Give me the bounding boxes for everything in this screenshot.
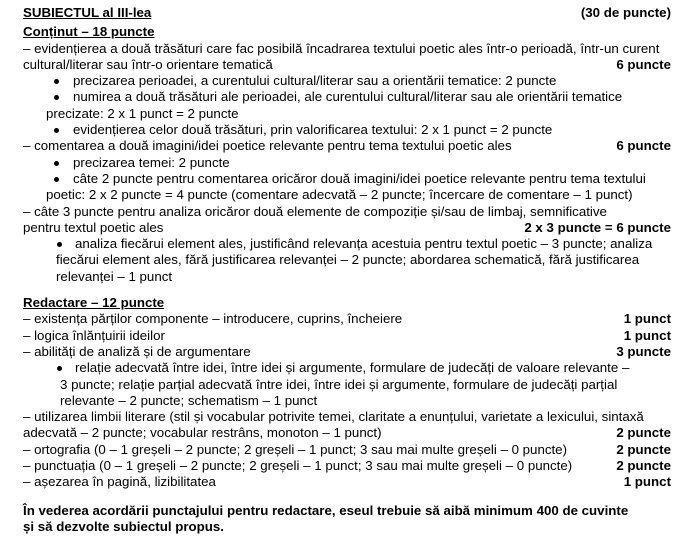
criterion-points: 2 x 3 puncte = 6 puncte	[524, 219, 671, 235]
criterion-text: pentru textul poetic ales	[23, 219, 164, 235]
redactare-section-title: Redactare – 12 puncte	[23, 295, 165, 311]
criterion-text: – evidențierea a două trăsături care fac posibilă încadrarea textului poetic ales într-o perioadă, într-un curent	[23, 40, 660, 56]
criterion-points: 2 puncte	[616, 458, 671, 474]
content-criterion-2	[23, 138, 671, 203]
content-criterion-1	[23, 41, 671, 139]
redactare-criterion: – așezarea în pagină, lizibilitatea 1 punct	[23, 474, 671, 490]
criterion-points: 3 puncte	[616, 343, 671, 359]
subject-header	[23, 5, 671, 21]
redactare-criterion: – utilizarea limbii literare (stil și vocabular potrivite temei, claritate a enunțului, varietate a lexicului, sintaxă adecvată – 2 puncte; vocabular restrâns, monoton – 1 punct) 2 puncte	[23, 409, 671, 441]
bullet-item: numirea a două trăsături ale perioadei, ale curentului cultural/literar sau ale orientării tematice precizate: 2 x 1 punct = 2 puncte	[23, 89, 671, 122]
bullet-item: câte 2 puncte pentru comentarea oricăror două imagini/idei poetice relevante pentru tema textului poetic: 2 x 2 puncte = 4 puncte (comentare adecvată – 2 puncte; încercare de comentare – 1 punct)	[23, 171, 671, 204]
bullet-item: evidențierea celor două trăsături, prin valorificarea textului: 2 x 1 punct = 2 puncte	[23, 122, 671, 138]
redactare-criterion: – abilități de analiză și de argumentare 3 puncte	[23, 343, 671, 359]
criterion-text: cultural/literar sau într-o orientare tematică	[23, 56, 273, 72]
criterion-text: – comentarea a două imagini/idei poetice relevante pentru tema textului poetic ales	[23, 138, 512, 154]
criterion-points: 6 puncte	[616, 138, 671, 154]
redactare-criterion: – ortografia (0 – 1 greșeli – 2 puncte; 2 greșeli – 1 punct; 3 sau mai multe greșeli – 0 puncte) 2 puncte	[23, 441, 671, 457]
criterion-points: 1 punct	[623, 311, 671, 327]
criterion-points: 1 punct	[623, 474, 671, 490]
redactare-criterion: – punctuația (0 – 1 greșeli – 2 puncte; 2 greșeli – 1 punct; 3 sau mai multe greșeli – 0 puncte) 2 puncte	[23, 458, 671, 474]
subject-title: SUBIECTUL al III-lea	[23, 5, 152, 20]
criterion-points: 6 puncte	[616, 56, 671, 72]
criterion-text: – câte 3 puncte pentru analiza oricăror două elemente de compoziție și/sau de limbaj, semnificative	[23, 203, 607, 219]
redactare-criterion: – existența părților componente – introducere, cuprins, încheiere 1 punct	[23, 311, 671, 327]
criterion-points: 1 punct	[623, 327, 671, 343]
bullet-item: precizarea perioadei, a curentului cultural/literar sau a orientării tematice: 2 puncte	[23, 73, 671, 89]
redactare-criterion: – logica înlănțuirii ideilor 1 punct	[23, 327, 671, 343]
word-count-note: În vederea acordării punctajului pentru redactare, eseul trebuie să aibă minimum 400 de cuvinte și să dezvolte subiectul propus.	[23, 502, 629, 534]
content-criterion-3	[23, 204, 671, 285]
content-section-title: Conținut – 18 puncte	[23, 24, 155, 40]
criterion-points: 2 puncte	[616, 425, 671, 441]
subject-total-points: (30 de puncte)	[580, 5, 671, 20]
bullet-item: relație adecvată între idei, între idei și argumente, formulare de judecăți de valoare relevante – 3 puncte; relație parțial adecvată între idei, între idei și argumente, formulare de judecăți parțial relevante – 2 puncte; schematism – 1 punct	[23, 360, 671, 409]
bullet-item: analiza fiecărui element ales, justificând relevanța acestuia pentru textul poetic – 3 puncte; analiza fiecărui element ales, fără justificarea relevanței – 2 puncte; abordarea schematică, fără justificarea relevanței – 1 punct	[23, 236, 671, 285]
bullet-item: precizarea temei: 2 puncte	[23, 155, 671, 171]
criterion-points: 2 puncte	[616, 441, 671, 457]
